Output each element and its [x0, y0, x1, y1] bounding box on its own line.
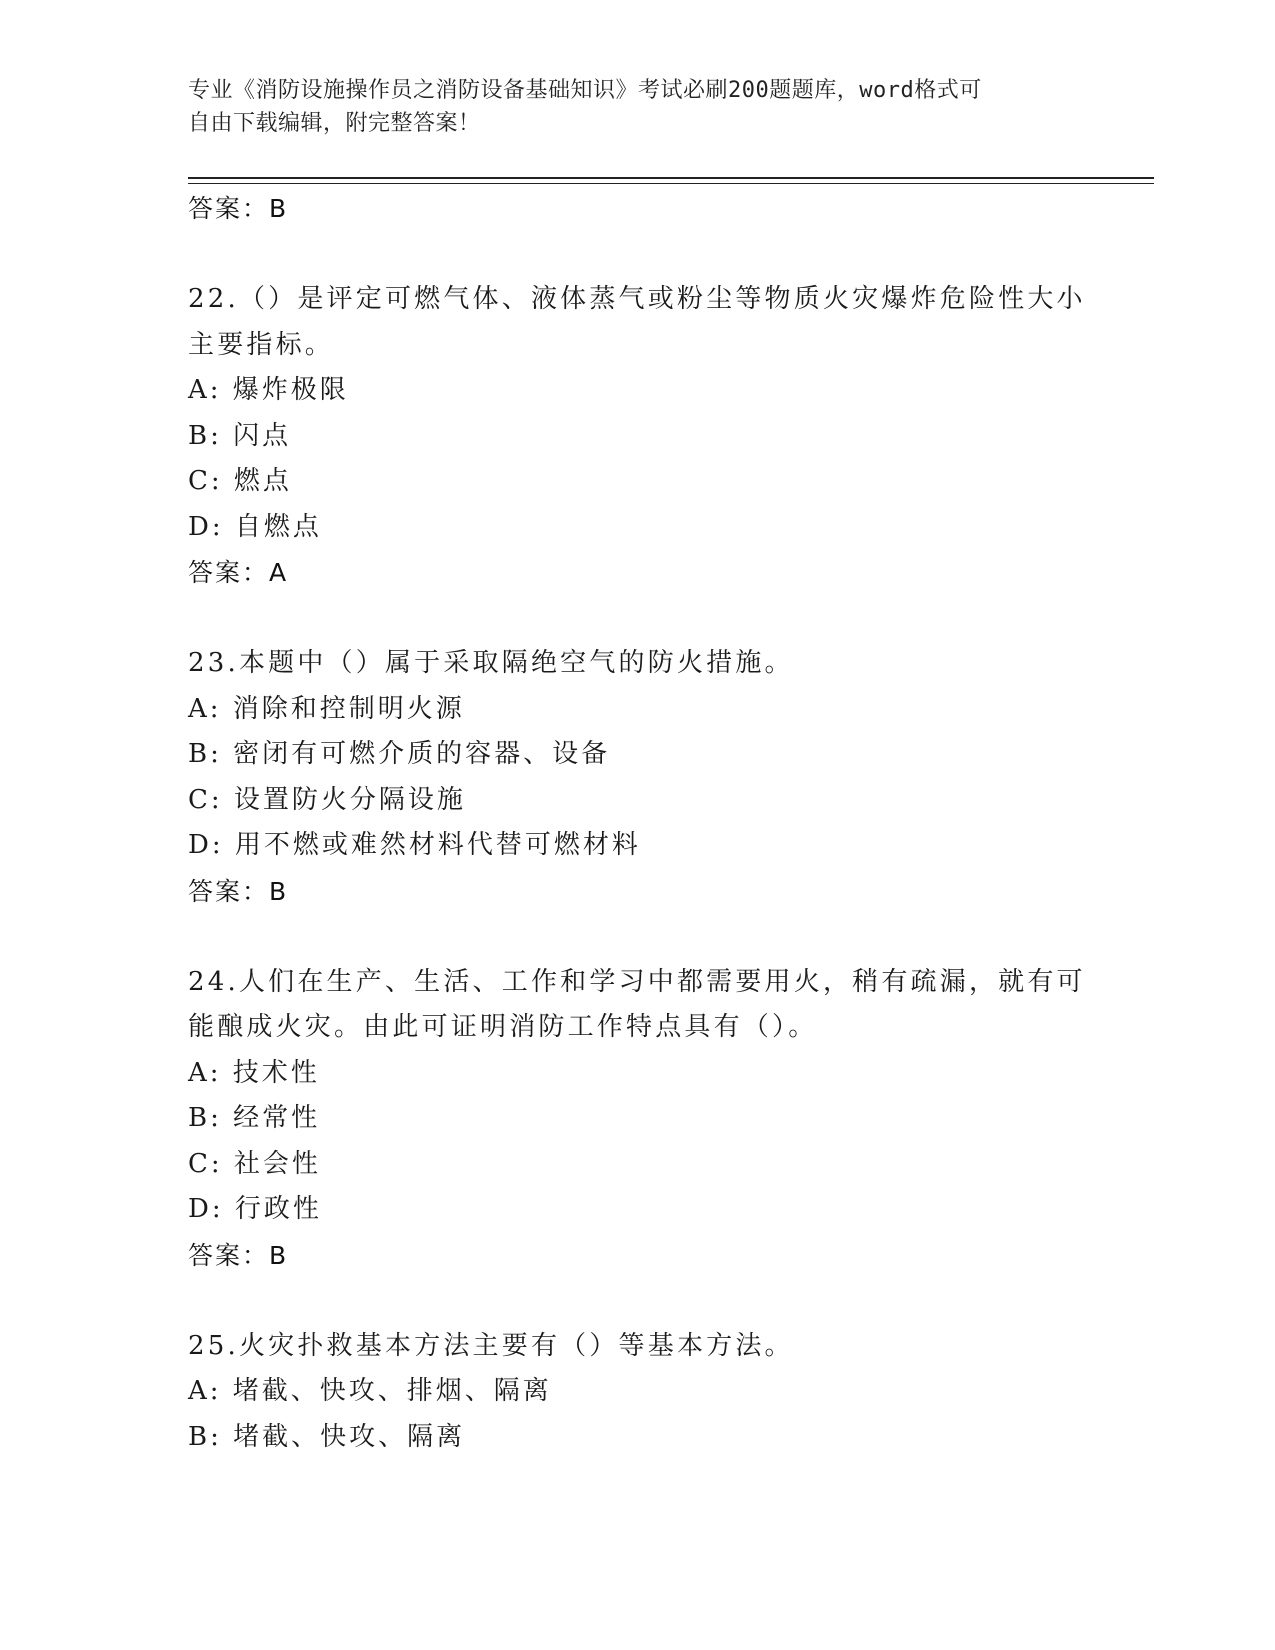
question-text-continued: 主要指标。 [188, 329, 335, 360]
option-a: A: 爆炸极限 [188, 375, 349, 405]
option-d: D: 自燃点 [188, 511, 322, 542]
spacer [188, 1278, 1128, 1324]
question-text: 23.本题中（）属于采取隔绝空气的防火措施。 [188, 648, 794, 678]
option-b: B: 经常性 [188, 1103, 321, 1133]
option-c: C: 社会性 [188, 1148, 321, 1179]
option-b: B: 闪点 [188, 420, 292, 451]
question-text: 25.火灾扑救基本方法主要有（）等基本方法。 [188, 1330, 794, 1361]
question-list [188, 186, 1128, 1460]
question-24 [188, 960, 1128, 1279]
option-c: C: 燃点 [188, 466, 292, 496]
document-header [188, 74, 1088, 140]
spacer [188, 232, 1128, 278]
spacer [188, 914, 1128, 960]
answer-line: 答案：B [188, 876, 289, 906]
option-b: B: 密闭有可燃介质的容器、设备 [188, 739, 611, 769]
option-d: D: 行政性 [188, 1194, 322, 1224]
header-line-1: 专业《消防设施操作员之消防设备基础知识》考试必刷200题题库，word格式可 [188, 78, 982, 103]
option-d: D: 用不燃或难然材料代替可燃材料 [188, 830, 641, 860]
header-line-2: 自由下载编辑，附完整答案！ [188, 111, 481, 136]
question-text: 24.人们在生产、生活、工作和学习中都需要用火，稍有疏漏，就有可 [188, 966, 1086, 997]
spacer [188, 596, 1128, 642]
question-25 [188, 1324, 1128, 1461]
answer-line: 答案：B [188, 1240, 289, 1270]
question-23 [188, 641, 1128, 914]
answer-line: 答案：B [188, 194, 289, 223]
header-divider [188, 177, 1154, 179]
question-22 [188, 277, 1128, 596]
question-text: 22.（）是评定可燃气体、液体蒸气或粉尘等物质火灾爆炸危险性大小 [188, 284, 1086, 314]
question-text-continued: 能酿成火灾。由此可证明消防工作特点具有（）。 [188, 1012, 818, 1042]
option-a: A: 堵截、快攻、排烟、隔离 [188, 1376, 552, 1406]
answer-line: 答案：A [188, 558, 289, 587]
option-c: C: 设置防火分隔设施 [188, 784, 466, 815]
option-a: A: 消除和控制明火源 [188, 693, 465, 724]
option-b: B: 堵截、快攻、隔离 [188, 1421, 466, 1452]
option-a: A: 技术性 [188, 1057, 320, 1088]
header-divider-secondary [188, 183, 1154, 184]
